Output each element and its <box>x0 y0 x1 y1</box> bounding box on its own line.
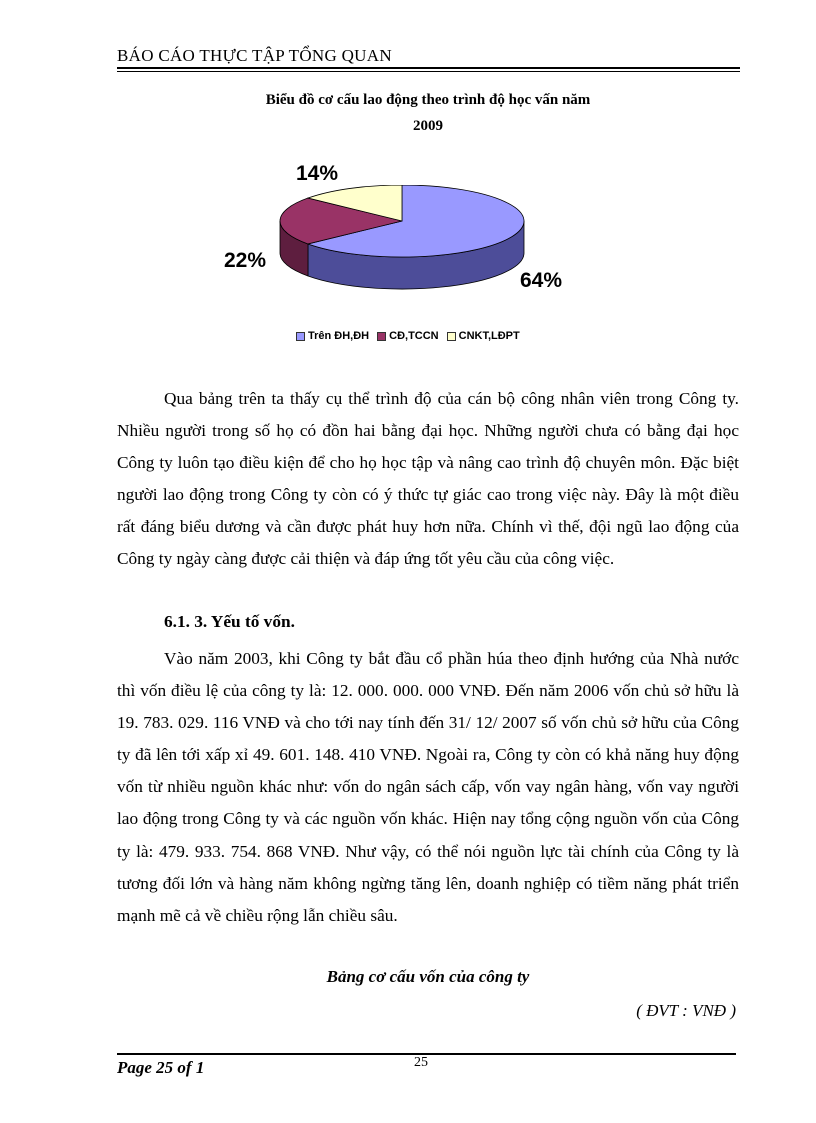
paragraph-capital: Vào năm 2003, khi Công ty bắt đầu cổ phần húa theo định hướng của Nhà nước thì vốn điều lệ của công ty là: 12. 000. 000. 000 VNĐ. Đến năm 2006 vốn chủ sở hữu là 19. 783. 029. 116 VNĐ và cho tới nay tính đến 31/ 12/ 2007 số vốn chủ sở hữu của Công ty đã lên tới xấp xỉ 49. 601. 148. 410 VNĐ. Ngoài ra, Công ty còn có khả năng huy động vốn từ nhiều nguồn khác như: vốn do ngân sách cấp, vốn vay ngân hàng, vốn vay người lao động trong Công ty và các nguồn vốn khác. Hiện nay tổng cộng nguồn vốn của Công ty là: 479. 933. 754. 868 VNĐ. Như vậy, có thể nói nguồn lực tài chính của Công ty là tương đối lớn và hàng năm không ngừng tăng lên, doanh nghiệp có tiềm năng phát triển mạnh mẽ cả về chiều rộng lẫn chiều sâu. <box>117 649 739 925</box>
section-heading: 6.1. 3. Yếu tố vốn. <box>164 612 295 631</box>
legend-item-cnkt <box>447 330 520 342</box>
unit-note: ( ĐVT : VNĐ ) <box>636 1001 736 1020</box>
data-label-tren-dh: 64% <box>520 269 563 292</box>
legend-label: Trên ĐH,ĐH <box>308 330 370 342</box>
legend-item-cd-tccn <box>377 330 439 342</box>
header-rule-thick <box>117 67 740 69</box>
report-header: BÁO CÁO THỰC TẬP TỔNG QUAN <box>117 46 392 65</box>
legend-item-tren-dh <box>296 330 369 342</box>
data-label-cnkt: 14% <box>296 162 339 185</box>
page-number: 25 <box>414 1055 428 1070</box>
legend-label: CNKT,LĐPT <box>458 330 520 342</box>
chart-title-year: 2009 <box>413 118 443 134</box>
legend-swatch <box>447 332 456 341</box>
paragraph-education-analysis: Qua bảng trên ta thấy cụ thể trình độ của cán bộ công nhân viên trong Công ty. Nhiều người trong số họ có đồn hai bằng đại học. Những người chưa có bằng đại học Công ty luôn tạo điều kiện để cho họ học tập và nâng cao trình độ chuyên môn. Đặc biệt người lao động trong Công ty còn có ý thức tự giác cao trong việc này. Đây là một điều rất đáng biểu dương và cần được phát huy hơn nữa. Chính vì thế, đội ngũ lao động của Công ty ngày càng được cải thiện và đáp ứng tốt yêu cầu của công việc. <box>117 389 739 569</box>
legend-label: CĐ,TCCN <box>389 330 439 342</box>
data-label-cd-tccn: 22% <box>224 249 267 272</box>
chart-title: Biểu đồ cơ cấu lao động theo trình độ học vấn năm <box>265 92 591 108</box>
pie-chart <box>270 185 535 295</box>
header-rule-thin <box>117 71 740 72</box>
footer-page-label: Page 25 of 1 <box>117 1058 205 1077</box>
table-title: Bảng cơ cấu vốn của công ty <box>326 967 530 986</box>
legend-swatch <box>377 332 386 341</box>
chart-legend <box>296 330 520 342</box>
legend-swatch <box>296 332 305 341</box>
